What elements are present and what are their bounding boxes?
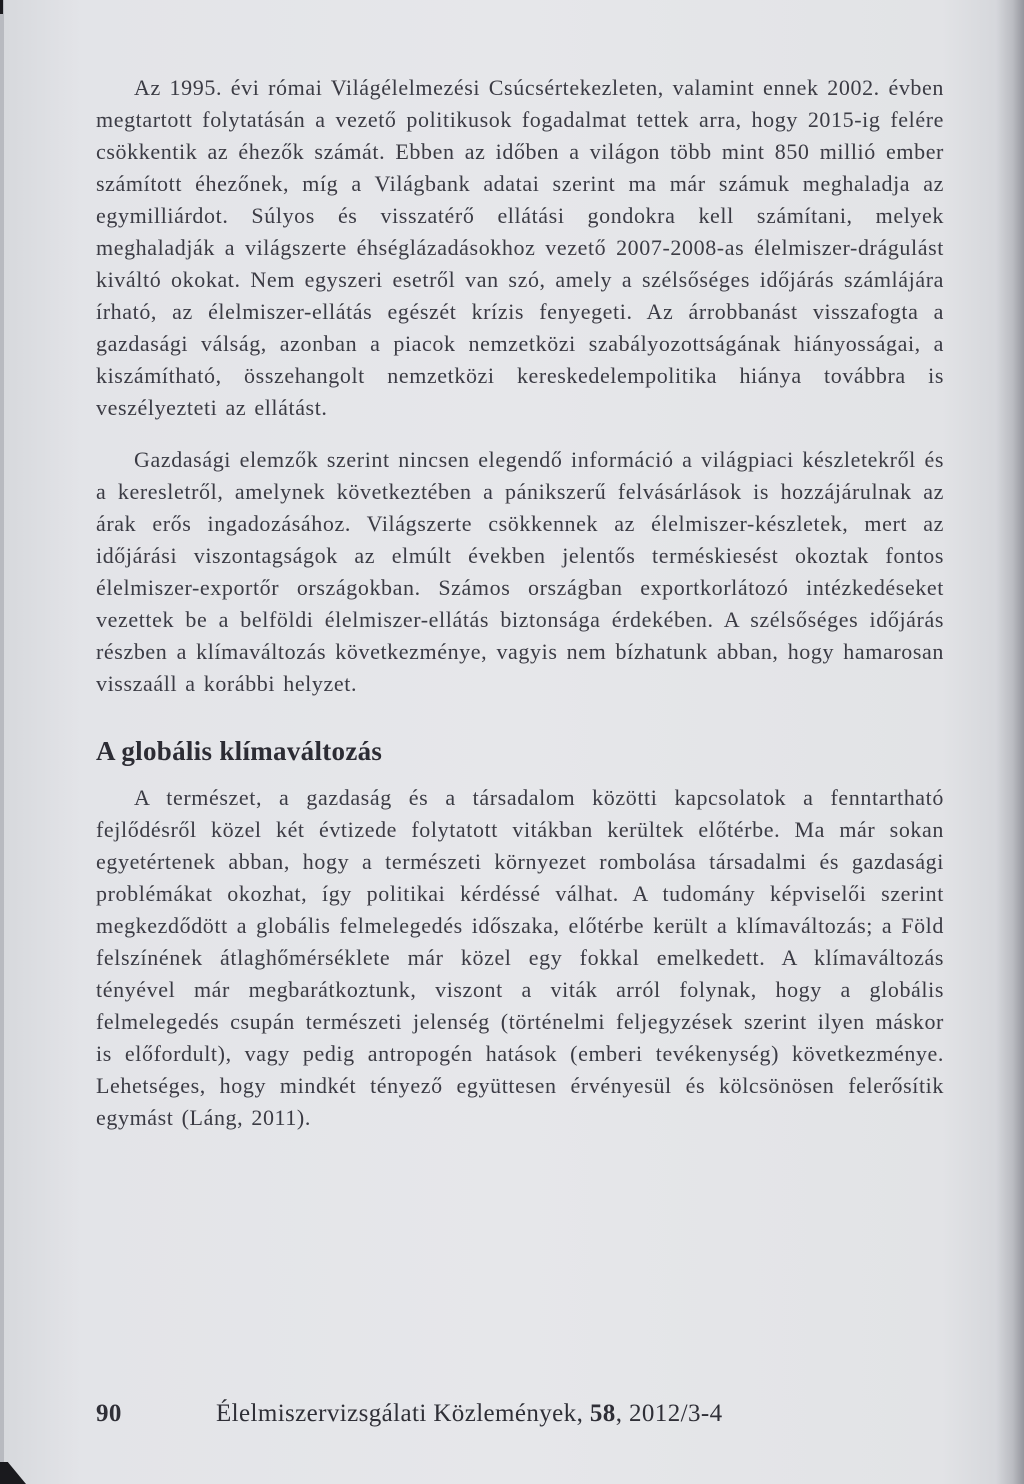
page-footer <box>96 1398 856 1430</box>
page-left-edge <box>0 0 4 1484</box>
journal-issue: , 2012/3-4 <box>615 1400 723 1427</box>
paragraph-food-crisis: Az 1995. évi római Világélelmezési Csúcsértekezleten, valamint ennek 2002. évben megtartott folytatásán a vezető politikusok fogadalmat tettek arra, hogy 2015-ig felére csökkentik az éhezők számát. Ebben az időben a világon több mint 850 millió ember számított éhezőnek, míg a Világbank adatai szerint ma már számuk meghaladja az egymilliárdot. Súlyos és visszatérő ellátási gondokra kell számítani, melyek meghaladják a világszerte éhséglázadásokhoz vezető 2007-2008-as élelmiszer-drágulást kiváltó okokat. Nem egyszeri esetről van szó, amely a szélsőséges időjárás számlájára írható, az élelmiszer-ellátás egészét krízis fenyegeti. Az árrobbanást visszafogta a gazdasági válság, azonban a piacok nemzetközi szabályozottságának hiányosságai, a kiszámítható, összehangolt nemzetközi kereskedelempolitika hiánya továbbra is veszélyezteti az ellátást. <box>96 75 944 420</box>
corner-mark <box>0 1462 26 1484</box>
paragraph-climate-change: A természet, a gazdaság és a társadalom közötti kapcsolatok a fenntartható fejlődésről közel két évtizede folytatott vitákban kerültek előtérbe. Ma már sokan egyetértenek abban, hogy a természeti környezet rombolása társadalmi és gazdasági problémákat okozhat, így politikai kérdéssé válhat. A tudomány képviselői szerint megkezdődött a globális felmelegedés időszaka, előtérbe került a klímaváltozás; a Föld felszínének átlaghőmérséklete már közel egy fokkal emelkedett. A klímaváltozás tényével már megbarátkoztunk, viszont a viták arról folynak, hogy a globális felmelegedés csupán természeti jelenség (történelmi feljegyzések szerint ilyen máskor is előfordult), vagy pedig antropogén hatások (emberi tevékenység) következménye. Lehetséges, hogy mindkét tényező együttesen érvényesül és kölcsönösen felerősítik egymást (Láng, 2011). <box>96 785 944 1130</box>
page-top-mark <box>0 0 3 14</box>
paragraph-market-analysis: Gazdasági elemzők szerint nincsen elegendő információ a világpiaci készletekről és a keresletről, amelynek következtében a pánikszerű felvásárlások is hozzájárulnak az árak erős ingadozásához. Világszerte csökkennek az élelmiszer-készletek, mert az időjárási viszontagságok az elmúlt években jelentős terméskiesést okoztak fontos élelmiszer-exportőr országokban. Számos országban exportkorlátozó intézkedéseket vezettek be a belföldi élelmiszer-ellátás biztonsága érdekében. A szélsőséges időjárás részben a klímaváltozás következménye, vagyis nem bízhatunk abban, hogy hamarosan visszaáll a korábbi helyzet. <box>96 447 944 696</box>
spine-shadow <box>996 0 1024 1484</box>
page-number: 90 <box>96 1400 122 1427</box>
section-heading: A globális klímaváltozás <box>96 736 383 766</box>
journal-volume: 58 <box>589 1400 616 1427</box>
journal-title: Élelmiszervizsgálati Közlemények, <box>216 1400 590 1427</box>
page-body <box>96 72 944 1134</box>
